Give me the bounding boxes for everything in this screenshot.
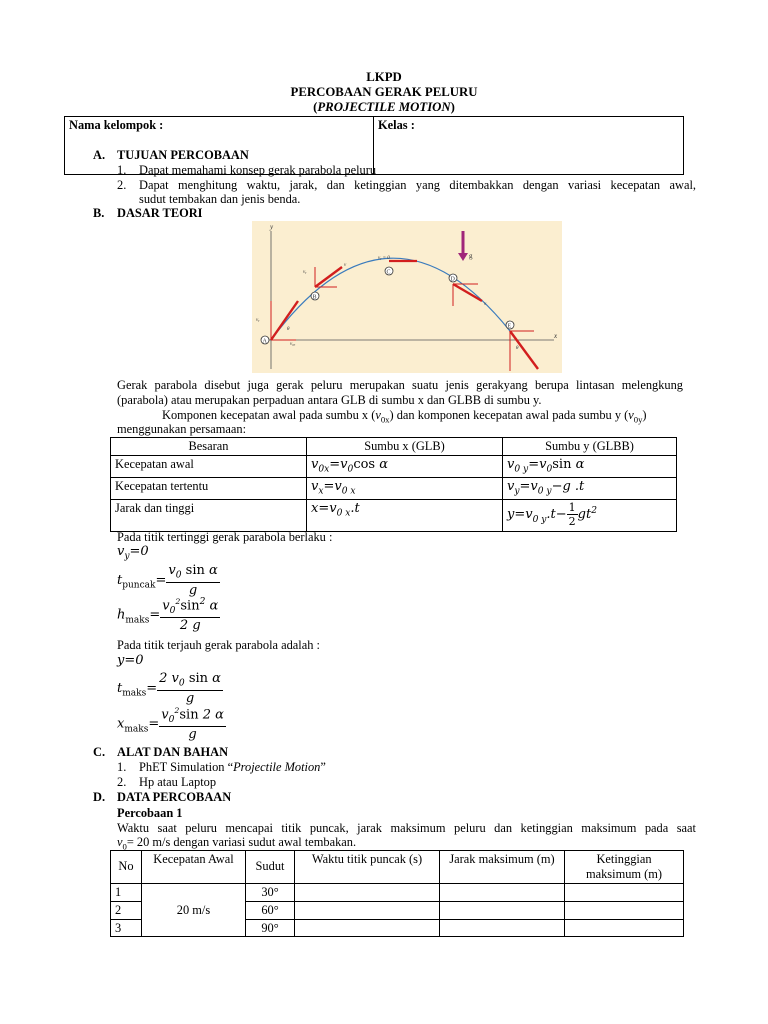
table-header: Besaran bbox=[111, 438, 307, 456]
experiment-desc-cont: $v_0= 20$ m/s dengan variasi sudut awal tembakan. bbox=[117, 835, 357, 852]
doc-title-main: PERCOBAAN GERAK PELURU bbox=[290, 85, 478, 99]
eq-x-maks: $x_{maks}=$ $\frac{v_0^2\sin 2 \alpha}{g}$ bbox=[117, 706, 224, 742]
angle-cell: 90° bbox=[246, 919, 295, 937]
max-distance-input[interactable] bbox=[440, 919, 565, 937]
eq-t-maks: $t_{maks}=$ $\frac{2 v_0 \sin \alpha}{g}$ bbox=[117, 671, 221, 706]
doc-title-lkpd: LKPD bbox=[366, 70, 402, 84]
max-height-input[interactable] bbox=[565, 901, 684, 919]
class-cell[interactable] bbox=[374, 117, 684, 175]
point-b-label: B bbox=[312, 294, 317, 301]
vy-label-a: vᵧ bbox=[256, 318, 260, 323]
eq-v0x: $v_{0x}=v_0\cos$ α bbox=[307, 455, 503, 477]
max-distance-input[interactable] bbox=[440, 883, 565, 901]
point-d-label: D bbox=[450, 276, 455, 283]
data-table bbox=[110, 850, 684, 937]
table-header: Sumbu y (GLBB) bbox=[503, 438, 677, 456]
section-a-letter: A. bbox=[93, 148, 106, 162]
row-label: Jarak dan tinggi bbox=[111, 499, 307, 531]
table-header: No bbox=[111, 851, 142, 884]
max-height-input[interactable] bbox=[565, 883, 684, 901]
y-axis-label: y bbox=[270, 223, 274, 231]
angle-cell: 60° bbox=[246, 901, 295, 919]
eq-y-zero: y=0 bbox=[117, 653, 144, 668]
list-num: 1. bbox=[117, 163, 127, 177]
eq-vy-zero: $v_y=0$ bbox=[117, 544, 149, 562]
max-distance-input[interactable] bbox=[440, 901, 565, 919]
peak-intro: Pada titik tertinggi gerak parabola berlaku : bbox=[117, 530, 333, 544]
eq-y: $y=v_{0 y}.t-$ $\frac{1}{2}$ $gt^2$ bbox=[503, 499, 677, 531]
gravity-label: g bbox=[469, 252, 473, 260]
section-b-title: DASAR TEORI bbox=[117, 206, 203, 220]
list-num: 1. bbox=[117, 760, 127, 774]
row-label: Kecepatan awal bbox=[111, 455, 307, 477]
experiment-desc: Waktu saat peluru mencapai titik puncak, jarak maksimum peluru dan ketinggian maksimum pada saat bbox=[117, 821, 696, 835]
section-b-letter: B. bbox=[93, 206, 105, 220]
section-d-letter: D. bbox=[93, 790, 106, 804]
vy-label-b: vᵧ bbox=[303, 270, 307, 275]
table-header: Waktu titik puncak (s) bbox=[295, 851, 440, 884]
theory-paragraph-2-cont: menggunakan persamaan: bbox=[117, 422, 247, 436]
table-header: Ketinggian maksimum (m) bbox=[565, 851, 684, 884]
row-no: 2 bbox=[111, 901, 142, 919]
row-label: Kecepatan tertentu bbox=[111, 477, 307, 499]
row-no: 3 bbox=[111, 919, 142, 937]
group-name-label: Nama kelompok : bbox=[69, 118, 164, 132]
section-a-title: TUJUAN PERCOBAAN bbox=[117, 148, 249, 162]
section-c-title: ALAT DAN BAHAN bbox=[117, 745, 229, 759]
point-a-label: A bbox=[262, 338, 267, 345]
speed-cell: 20 m/s bbox=[142, 883, 246, 937]
eq-t-puncak: $t_{puncak}=$ $\frac{v_0 \sin \alpha}{g}$ bbox=[117, 563, 218, 598]
theory-paragraph-1: Gerak parabola disebut juga gerak peluru merupakan suatu jenis gerakyang berupa lintasan melengkung (parabola) atau merupakan perpaduan antara GLB di sumbu x dan GLBB di sumbu y. bbox=[117, 378, 683, 407]
peak-time-input[interactable] bbox=[295, 901, 440, 919]
list-num: 2. bbox=[117, 775, 127, 789]
list-item: PhET Simulation “Projectile Motion” bbox=[139, 760, 326, 774]
theta-label-e: θ bbox=[516, 346, 519, 351]
experiment-subtitle: Percobaan 1 bbox=[117, 806, 183, 820]
section-c-letter: C. bbox=[93, 745, 106, 759]
table-header: Jarak maksimum (m) bbox=[440, 851, 565, 884]
equation-table bbox=[110, 437, 677, 532]
angle-cell: 30° bbox=[246, 883, 295, 901]
eq-v0y: $v_{0 y}=v_0\sin$ α bbox=[503, 455, 677, 477]
table-header: Sumbu x (GLB) bbox=[307, 438, 503, 456]
v-label-d: v bbox=[484, 302, 487, 307]
far-intro: Pada titik terjauh gerak parabola adalah : bbox=[117, 638, 320, 652]
eq-vy: $v_y=v_{0 y}-g$ .t bbox=[503, 477, 677, 499]
section-d-title: DATA PERCOBAAN bbox=[117, 790, 232, 804]
eq-x: $x=v_{0 x}.t$ bbox=[307, 499, 503, 531]
doc-title-sub: (PROJECTILE MOTION) bbox=[313, 100, 455, 114]
vy-zero-label: vᵧ = 0 bbox=[378, 256, 390, 261]
table-header: Kecepatan Awal bbox=[142, 851, 246, 884]
list-item: Dapat memahami konsep gerak parabola peluru bbox=[139, 163, 377, 177]
point-e-label: E bbox=[507, 323, 512, 330]
row-no: 1 bbox=[111, 883, 142, 901]
peak-time-input[interactable] bbox=[295, 883, 440, 901]
class-label: Kelas : bbox=[378, 118, 415, 132]
list-item: Dapat menghitung waktu, jarak, dan ketinggian yang ditembakkan dengan variasi kecepatan awal, bbox=[139, 178, 696, 192]
v-label-b: v bbox=[344, 263, 347, 268]
theta-label-a: θ bbox=[287, 327, 290, 332]
vx-label-a: v₀ₓ bbox=[290, 342, 296, 347]
x-axis-label: x bbox=[554, 332, 558, 340]
eq-h-maks: $h_{maks}=$ $\frac{v_0^2\sin^2 \alpha}{2 g}$ bbox=[117, 597, 219, 633]
point-c-label: C bbox=[386, 269, 391, 276]
projectile-diagram bbox=[252, 221, 562, 373]
max-height-input[interactable] bbox=[565, 919, 684, 937]
peak-time-input[interactable] bbox=[295, 919, 440, 937]
list-item-cont: sudut tembakan dan jenis benda. bbox=[139, 192, 301, 206]
list-item: Hp atau Laptop bbox=[139, 775, 217, 789]
table-header: Sudut bbox=[246, 851, 295, 884]
eq-vx: $v_x=v_{0 x}$ bbox=[307, 477, 503, 499]
theory-paragraph-2: Komponen kecepatan awal pada sumbu x $(v_{0x})$ dan komponen kecepatan awal pada sumbu y $(v_{0y})$ bbox=[162, 408, 647, 425]
list-num: 2. bbox=[117, 178, 127, 192]
